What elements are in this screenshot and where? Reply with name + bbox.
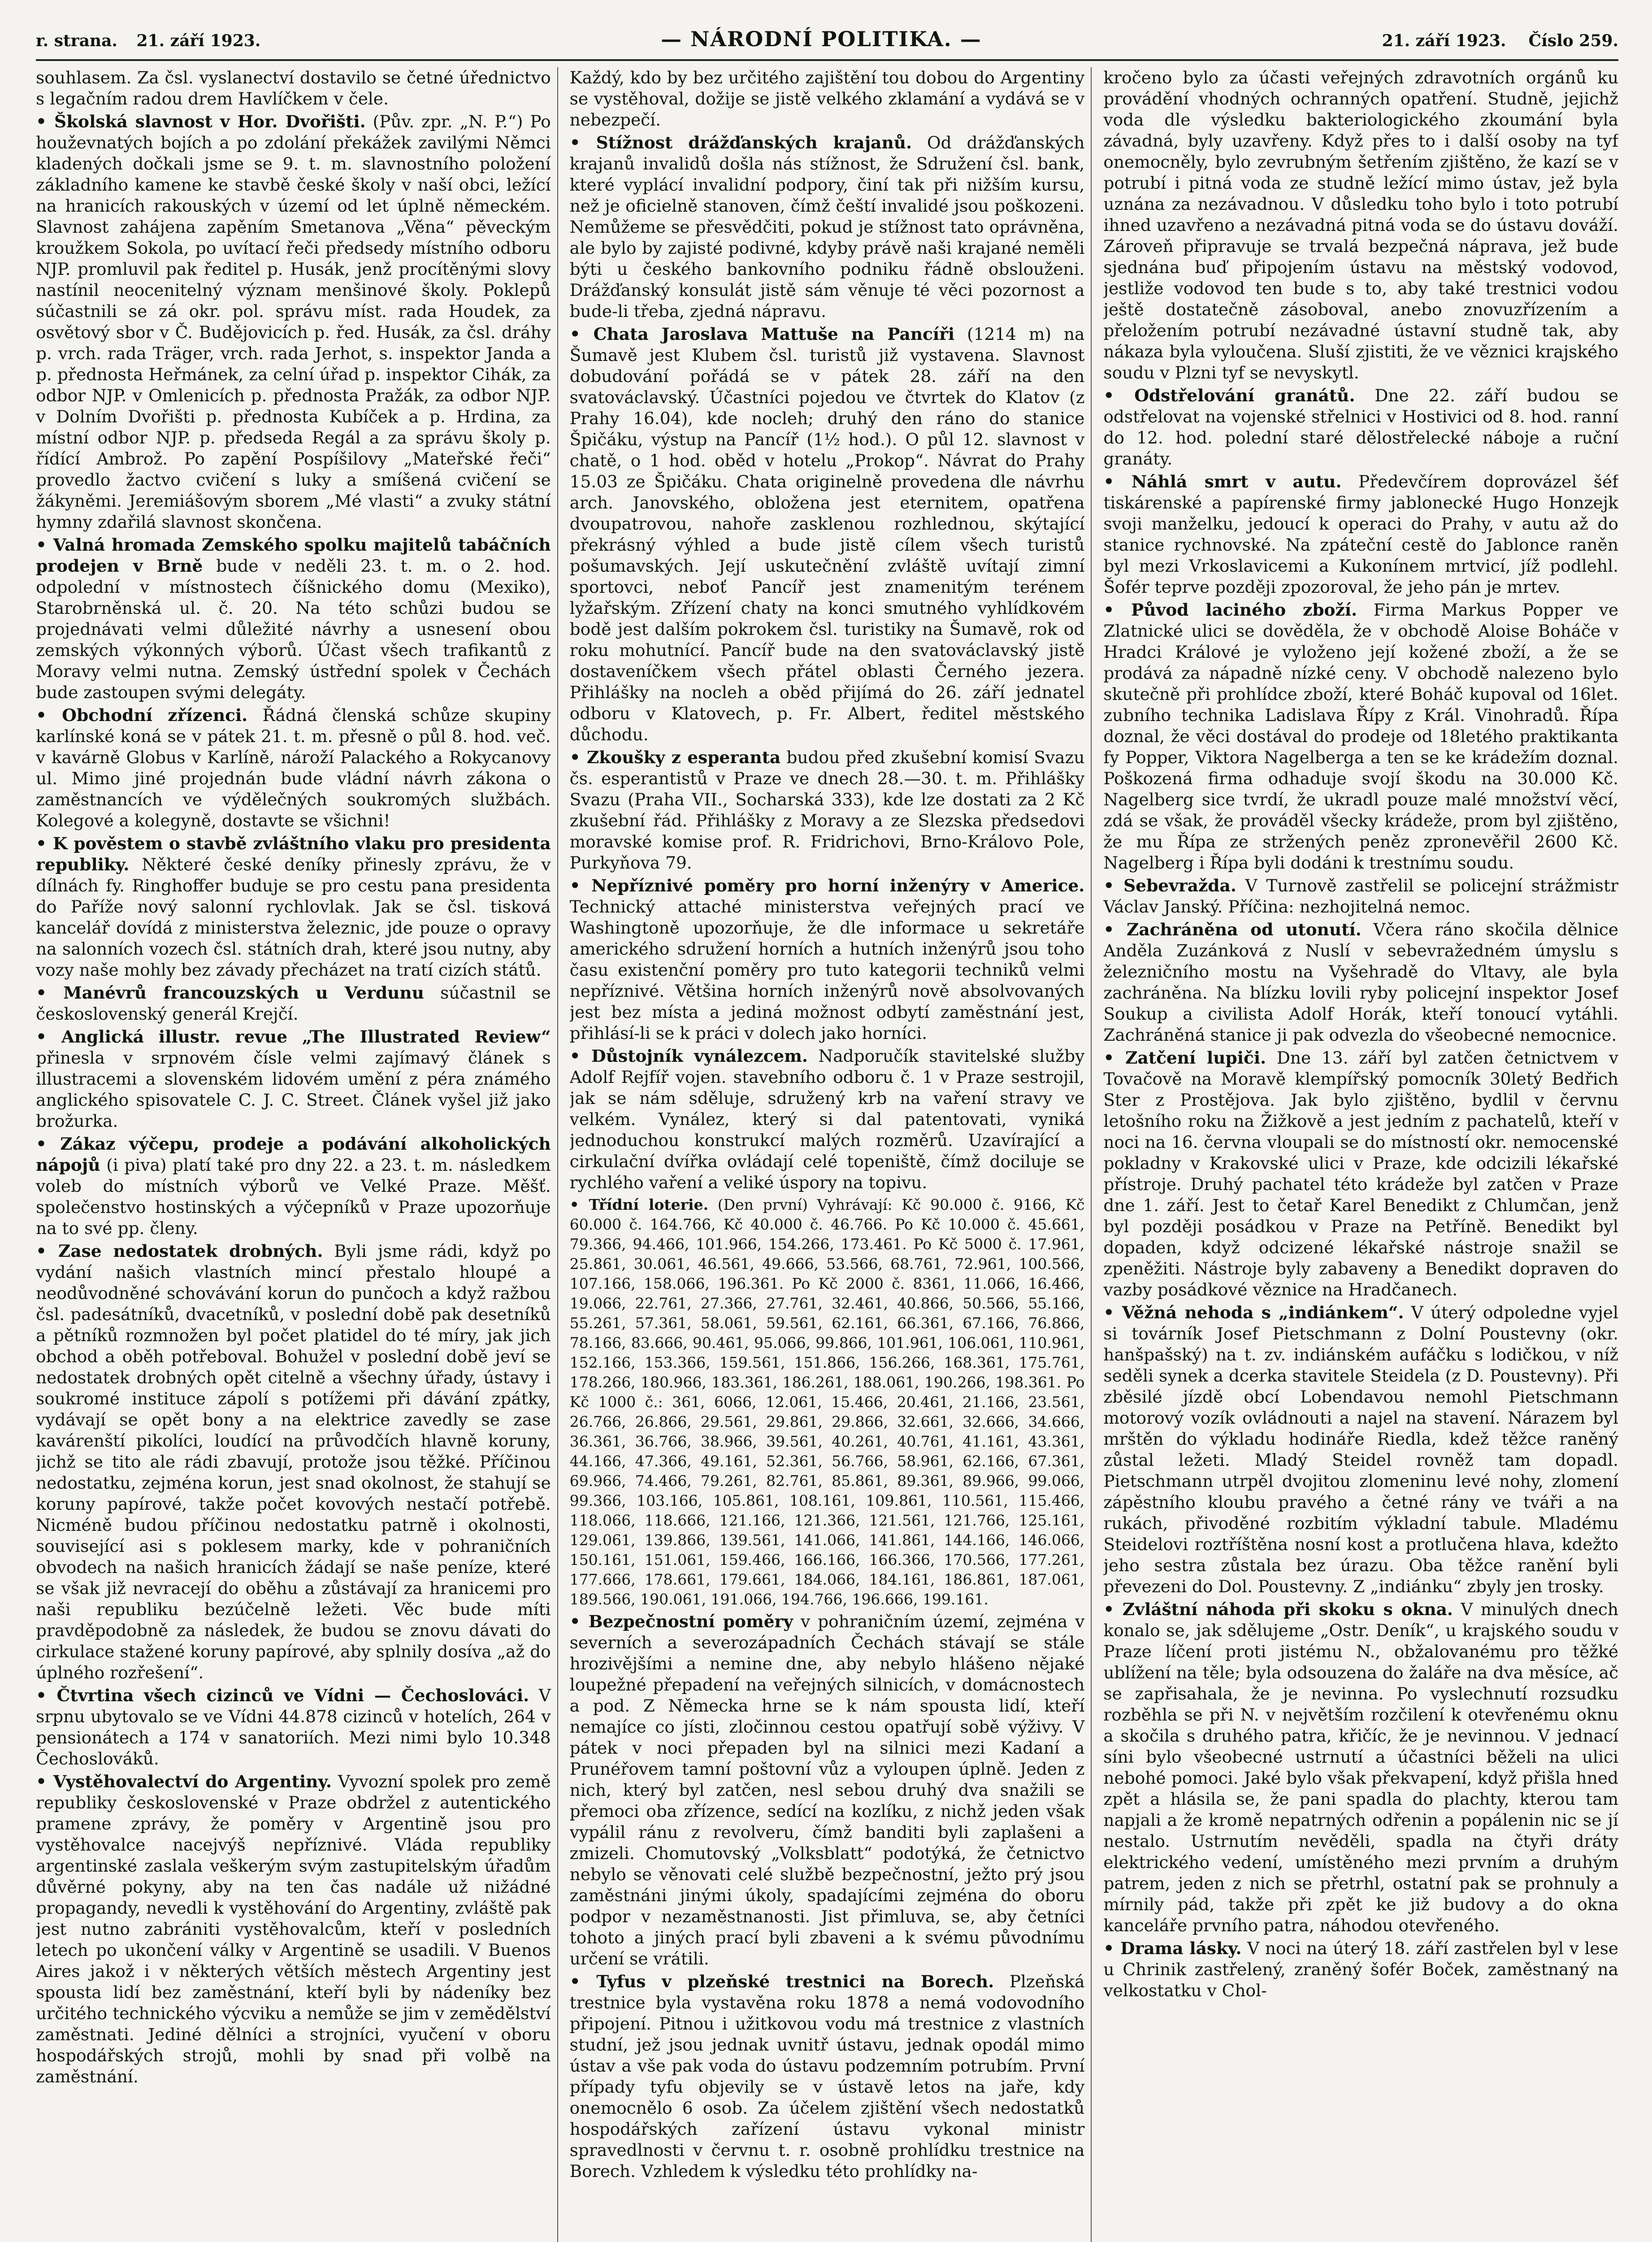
article bbox=[1103, 67, 1618, 383]
header-date-left: 21. září 1923. bbox=[136, 31, 261, 50]
article bbox=[36, 833, 551, 981]
article-headline: • Náhlá smrt v autu. bbox=[1103, 472, 1342, 491]
article bbox=[570, 324, 1085, 745]
article-body: (i piva) platí také pro dny 22. a 23. t. m. následkem voleb do místních výborů ve Velké Praze. Měšť. společenstvo hostinských a výčepníků v Praze upozorňuje na to své pp. členy. bbox=[36, 1155, 551, 1238]
article-body: bude v neděli 23. t. m. o 2. hod. odpolední v místnostech číšnického domu (Mexiko), Starobrněnská ul. č. 20. Na této schůzi budou se projednávati velmi důležité návrhy a usnesení obou zemských výkonných výborů. Účast všech trafikantů z Moravy velmi nutna. Zemský ústřední spolek v Čechách bude zastoupen svými delegáty. bbox=[36, 556, 551, 702]
article-headline: • Důstojník vynálezcem. bbox=[569, 1046, 808, 1066]
article bbox=[1103, 1047, 1618, 1300]
article-body: Dne 22. září budou se odstřelovat na vojenské střelnici v Hostivici od 8. hod. ranní do 12. hod. polední staré dělostřelecké náboje a ruční granáty. bbox=[1103, 386, 1619, 469]
article bbox=[570, 1195, 1085, 1609]
article bbox=[570, 875, 1085, 1044]
article-headline: • Zatčení lupiči. bbox=[1103, 1048, 1266, 1068]
article-headline: • Nepříznivé poměry pro horní inženýry v Americe. bbox=[569, 876, 1085, 895]
article-headline: • Věžná nehoda s „indiánkem“. bbox=[1103, 1303, 1404, 1322]
article-body: Včera ráno skočila dělnice Anděla Zuzánková z Nuslí v sebevražedném úmyslu s železničního mostu na Vyšehradě do Vltavy, ale byla zachráněna. Na blízku lovili ryby policejní inspektor Josef Soukup a civilista Adolf Horák, kteří tonoucí vytáhli. Zachráněná stanice ji pak odvezla do všeobecné nemocnice. bbox=[1103, 920, 1619, 1045]
article-headline: • Anglická illustr. revue „The Illustrated Review“ bbox=[36, 1027, 551, 1047]
article-body: (Pův. zpr. „N. P.“) Po houževnatých bojích a po zdolání překážek zavilými Němci kladených dočkali jsme se 9. t. m. slavnostního položení základního kamene ke stavbě české školy v naší obci, ležící na hranicích rakouských v území od let úplně německém. Slavnost zahájena zapěním Smetanova „Věna“ pěveckým kroužkem Sokola, po uvítací řeči předsedy místního odboru NJP. promluvil pak ředitel p. Husák, jenž procítěnými slovy nastínil neocenitelný význam menšinové školy. Poklepů súčastnili se zá okr. pol. správu míst. rada Houdek, za osvětový sbor v Č. Budějovicích p. řed. Husák, za čsl. dráhy p. vrch. rada Träger, vrch. rada Jerhot, s. inspektor Janda a p. přednosta Heřmánek, za celní úřad p. inspektor Cihák, za odbor NJP. v Omlenicích p. přednosta Pražák, za odbor NJP. v Dolním Dvořišti p. přednosta Kubíček a p. Hrdina, za místní odbor NJP. p. předseda Regál a za správu školy p. řídící Ambrož. Po zapění Pospíšilovy „Mateřské řeči“ provedlo žactvo cvičení s luky a smíšená cvičení se žákyněmi. Jeremiášovým sborem „Mé vlasti“ a zvuky státní hymny zdařilá slavnost skončena. bbox=[36, 112, 551, 532]
article-body: V srpnu ubytovalo se ve Vídni 44.878 cizinců v hotelích, 264 v pensionátech a 174 v sanatoriích. Mezi nimi bylo 10.348 Čechoslováků. bbox=[36, 1686, 551, 1768]
article bbox=[570, 1611, 1085, 1969]
article bbox=[36, 1026, 551, 1132]
header-left bbox=[36, 31, 260, 50]
article-headline: • Třídní loterie. bbox=[569, 1196, 709, 1213]
article-body: (Den první) Vyhrávají: Kč 90.000 č. 9166, Kč 60.000 č. 164.766, Kč 40.000 č. 46.766. Po Kč 10.000 č. 45.661, 79.366, 94.466, 101.966, 154.266, 173.461. Po Kč 5000 č. 17.961, 25.861, 30.061, 46.561, 49.666, 53.566, 68.761, 72.961, 100.566, 107.166, 158.066, 196.361. Po Kč 2000 č. 8361, 11.066, 16.466, 19.066, 22.761, 27.366, 27.761, 32.461, 40.866, 50.566, 55.166, 55.261, 57.361, 58.061, 59.561, 62.161, 66.361, 67.166, 76.866, 78.166, 83.666, 90.461, 95.066, 99.866, 101.961, 106.061, 110.961, 152.166, 153.366, 159.561, 151.866, 156.266, 168.361, 175.761, 178.266, 180.966, 183.361, 186.261, 188.061, 190.266, 198.361. Po Kč 1000 č.: 361, 6066, 12.061, 15.466, 20.461, 21.166, 23.561, 26.766, 26.866, 29.561, 29.861, 29.866, 32.661, 32.666, 34.666, 36.361, 36.766, 38.966, 39.561, 40.261, 40.761, 41.161, 43.361, 44.166, 47.366, 49.161, 52.361, 56.766, 58.961, 62.166, 67.361, 69.966, 74.466, 79.261, 82.761, 85.861, 89.361, 89.966, 99.066, 99.366, 103.166, 105.861, 108.161, 109.861, 110.561, 115.466, 118.066, 118.666, 121.166, 121.366, 121.561, 121.766, 125.161, 129.061, 139.866, 139.561, 141.066, 141.861, 144.166, 146.066, 150.161, 151.061, 159.466, 166.166, 166.366, 170.566, 177.261, 177.666, 178.661, 179.661, 184.066, 184.161, 186.861, 187.061, 189.566, 190.061, 191.066, 194.766, 196.666, 199.161. bbox=[569, 1196, 1085, 1608]
article-headline: • Stížnost drážďanských krajanů. bbox=[569, 133, 912, 152]
article-body: Firma Markus Popper ve Zlatnické ulici se dověděla, že v obchodě Aloise Boháče v Hradci Králové je vyloženo její kožené zboží, a že se prodává za nápadně nízké ceny. V obchodě nalezeno bylo skutečně při prohlídce zboží, které Boháč kupoval od 16let. zubního technika Ladislava Řípy z Král. Vinohradů. Řípa doznal, že věci dostával do prodeje od 18letého praktikanta fy Popper, Viktora Nagelberga a ten se ke krádežím doznal. Poškozená firma odhaduje svojí škodu na 30.000 Kč. Nagelberg sice tvrdí, že ukradl pouze malé množství věcí, zdá se však, že prováděl všecky krádeže, prom byl zjištěno, že mu Řípa ze stržených peněz zpronevěřil 2600 Kč. Nagelberg i Řípa byli dodáni k trestnímu soudu. bbox=[1103, 600, 1619, 873]
column-2 bbox=[570, 67, 1092, 2242]
article-headline: • Zákaz výčepu, prodeje a podávání alkoholických nápojů bbox=[36, 1134, 551, 1175]
article-body: přinesla v srpnovém čísle velmi zajímavý článek s illustracemi a slovenském lidovém umění z péra známého anglického spisovatele C. J. C. Street. Článek vyšel již jako brožurka. bbox=[36, 1048, 551, 1131]
article bbox=[1103, 385, 1618, 469]
article bbox=[36, 1685, 551, 1769]
article bbox=[1103, 1599, 1618, 1936]
article-headline: • Zkoušky z esperanta bbox=[569, 747, 781, 767]
article-headline: • Chata Jaroslava Mattuše na Pancíři bbox=[569, 324, 955, 344]
article-body: Předevčírem doprovázel šéf tiskárenské a papírenské firmy jablonecké Hugo Honzejk svoji manželku, jedoucí k operaci do Prahy, v autu až do stanice rychnovské. Na zpáteční cestě do Jablonce raněn byl mezi Vrkoslavicemi a Kukonínem mrtvicí, jíž podlehl. Šofér teprve později zpozoroval, že jeho pán je mrtev. bbox=[1103, 472, 1619, 597]
article-body: Byli jsme rádi, když po vydání našich vlastních mincí přestalo hloupé a neodůvodněné schovávání korun do punčoch a když ražbou čsl. padesátníků, dvacetníků, v poslední době pak desetníků a pětníků rozmnožen byl počet platidel do té míry, jak jich obchod a oběh potřeboval. Bohužel v poslední době jeví se nedostatek drobných opět citelně a všechny úřady, ústavy i soukromé instituce zápolí s potížemi při dávání zpátky, vydávají se opět bony a na elektrice zavedly se zase kavárenští pikolíci, loudící na průvodčích hlavně koruny, jichž se tito ale rádi zbavují, protože jsou těžké. Příčinou nedostatku, zejména korun, jest snad okolnost, že stahují se koruny papírové, takže počet kovových nestačí potřebě. Nicméně budou příčinou nedostatku patrně i okolnosti, související asi s poklesem marky, kde v pohraničních obvodech na našich hranicích žádají se naše peníze, které se však již nevracejí do oběhu a zůstávají za hranicemi pro naši republiku bezúčelně ležeti. Věc bude míti pravděpodobně za následek, že budou se znovu dávati do cirkulace stažené koruny papírové, aby splnily dosíva „až do úplného rozřešení“. bbox=[36, 1241, 551, 1682]
article-headline: • Valná hromada Zemského spolku majitelů tabáčních prodejen v Brně bbox=[36, 535, 551, 576]
article-headline: • Bezpečnostní poměry bbox=[569, 1612, 793, 1631]
article-body: V Turnově zastřelil se policejní strážmistr Václav Janský. Příčina: nezhojitelná nemoc. bbox=[1103, 876, 1619, 917]
article bbox=[1103, 1302, 1618, 1597]
article-body: Vyvozní spolek pro země republiky československé v Praze obdržel z autentického pramene zprávy, že poměry v Argentině jsou pro vystěhovalce nacejvýš nepříznivé. Vláda republiky argentinské zaslala veškerým svým zastupitelským úřadům důvěrné pokyny, aby na ten čas nadále už nižádné propagandy, nevedli k vystěhování do Argentiny, zvláště pak jest nutno zabrániti vystěhovalcům, kteří v posledních letech po ukončení války v Argentině se usadili. V Buenos Aires jakož i v některých větších městech Argentiny jest spousta lidí bez zaměstnání, kteří byli by nádeníky bez určitého technického výcviku a nemůže se jim v zemědělství zaměstnati. Jediné dělníci a strojníci, vyučení v oboru hospodářských strojů, mohli by snad při volbě na zaměstnání. bbox=[36, 1772, 551, 2086]
columns bbox=[36, 67, 1618, 2242]
article bbox=[1103, 1938, 1618, 2001]
article bbox=[570, 1046, 1085, 1193]
article-body: Řádná členská schůze skupiny karlínské koná se v pátek 21. t. m. přesně o půl 8. hod. več. v kavárně Globus v Karlíně, nároží Palackého a Rokycanovy ul. Mimo jiné projednán bude vládní návrh zákona o zaměstnancích ve výdělečných soukromých službách. Kolegové a kolegyně, dostavte se všichni! bbox=[36, 705, 551, 830]
article-headline: • Vystěhovalectví do Argentiny. bbox=[36, 1772, 332, 1791]
article-body: Každý, kdo by bez určitého zajištění tou dobou do Argentiny se vystěhoval, dožije se jistě velkého zklamání a vydává se v nebezpečí. bbox=[569, 68, 1085, 130]
header-date-right: 21. září 1923. bbox=[1382, 31, 1506, 50]
article-body: V úterý odpoledne vyjel si továrník Josef Pietschmann z Dolní Poustevny (okr. hanšpašský) na t. zv. indiánském aufáčku s lodičkou, v níž seděli synek a dcerka stavitele Steidela (z D. Poustevny). Při zběsilé jízdě obcí Lobendavou nemohl Pietschmann motorový vozík ovládnouti a najel na stavení. Nárazem byl mrštěn do výkladu hodináře Riedla, kdež těžce raněný zůstal ležeti. Mladý Steidel rovněž tam dopadl. Pietschmann utrpěl dvojitou zlomeninu levé nohy, zlomení zápěstního kloubu pravého a četné rány ve tváři a na rukách, přivoděné rozbitím výkladní tabule. Mladému Steidelovi roztříštěna nosní kost a protlučena hlava, kdežto jeho sestra zůstala bez úrazu. Oba těžce ranění byli převezeni do Dol. Poustevny. Z „indiánku“ zbyly jen trosky. bbox=[1103, 1303, 1619, 1596]
header-right bbox=[1382, 31, 1618, 50]
article bbox=[36, 705, 551, 831]
article-body: (1214 m) na Šumavě jest Klubem čsl. turistů již vystavena. Slavnost dobudování pořádá se v pátek 28. září na den svatováclavský. Účastníci pojedou ve čtvrtek do Klatov (z Prahy 16.04), kde nocleh; druhý den ráno do stanice Špičáku, výstup na Pancíř (1½ hod.). O půl 12. slavnost v chatě, o 1 hod. oběd v hotelu „Prokop“. Návrat do Prahy 15.03 ze Špičáku. Chata originelně provedena dle návrhu arch. Janovského, obložena jest eternitem, opatřena dvoupatrovou, nahoře zasklenou rozhlednou, skýtající překrásný výhled a bude jistě cílem všech turistů pošumavských. Její uskutečnění zvláště uvítají zimní sportovci, neboť Pancíř jest znamenitým terénem lyžařským. Zřízení chaty na konci smutného vyhlídkovém bodě jest dalším pokrokem čsl. turistiky na Šumavě, rok od roku mohutnící. Pancíř bude na den svatováclavský jistě dostaveníčkem všech přátel oblasti Černého jezera. Přihlášky na nocleh a oběd přijímá do 26. září jednatel odboru v Klatovech, p. Fr. Albert, ředitel městského důchodu. bbox=[569, 324, 1085, 744]
article-body: V noci na úterý 18. září zastřelen byl v lese u Chrinik zastřelený, zraněný šofér Boček, zaměstnaný na velkostatku v Chol- bbox=[1103, 1938, 1619, 2000]
article-headline: • Odstřelování granátů. bbox=[1103, 386, 1355, 405]
article bbox=[36, 111, 551, 533]
article-body: budou před zkušební komisí Svazu čs. esperantistů v Praze ve dnech 28.—30. t. m. Přihlášky Svazu (Praha VII., Socharská 333), kde lze dostati za 2 Kč zkušební řád. Přihlášky z Moravy a ze Slezska předsedovi moravské komise prof. R. Fridrichovi, Brno-Královo Pole, Purkyňova 79. bbox=[569, 747, 1085, 873]
article-headline: • K pověstem o stavbě zvláštního vlaku pro presidenta republiky. bbox=[36, 834, 551, 874]
article-body: Technický attaché ministerstva veřejných prací ve Washingtoně upozorňuje, že dle informace u sekretáře amerického sdružení horních a hutních inženýrů jsou toho času existenční poměry pro tuto kategorii techniků velmi nepříznivé. Většina horních inženýrů nově absolvovaných jest bez místa a jediná možnost odbytí zaměstnání jest, přihlásí-li se k práci v dolech jako horníci. bbox=[569, 897, 1085, 1043]
page-number: r. strana. bbox=[36, 31, 117, 50]
article-headline: • Zvláštní náhoda při skoku s okna. bbox=[1103, 1599, 1453, 1619]
column-3 bbox=[1103, 67, 1618, 2242]
article-body: Nadporučík stavitelské služby Adolf Rejfíř vojen. stavebního odboru č. 1 v Praze sestrojil, jak se nám sděluje, sdružený krb na vaření stravy ve velkém. Vynález, který si dal patentovati, vyniká jednoduchou konstrukcí malých rozměrů. Uzavírající a cirkulační dvířka ovládají celé topeniště, čímž dociluje se rychlého vaření a veliké úspory na topivu. bbox=[569, 1046, 1085, 1192]
article-headline: • Manévrů francouzských u Verdunu bbox=[36, 983, 424, 1003]
article bbox=[36, 534, 551, 703]
article-headline: • Původ laciného zboží. bbox=[1103, 600, 1357, 620]
article-body: kročeno bylo za účasti veřejných zdravotních orgánů ku provádění vhodných ochranných opatření. Studně, jejichž voda dle výsledku bakteriologického zkoumání byla závadná, byly uzavřeny. Když přes to i další osoby na tyf onemocněly, bylo zevrubným šetřením zjištěno, že kazí se v potrubí i pitná voda ze studně ležící mimo ústav, jež byla uznána za nezávadnou. V důsledku toho bylo i toto potrubí ihned uzavřeno a nezávadná pitná voda se do ústavu dováží. Zároveň připravuje se trvalá bezpečná náprava, jež bude sjednána buď připojením ústavu na městský vodovod, jestliže vodovod ten bude s to, aby také trestnici vodou ještě dostatečně zásoboval, anebo znovuzřízením a přeložením potrubí nezávadné ústavní studně tak, aby nákaza byla vyloučena. Sluší zjistiti, že ve věznici krajského soudu v Plzni tyf se nevyskytl. bbox=[1103, 68, 1619, 382]
article bbox=[36, 1134, 551, 1239]
article-body: souhlasem. Za čsl. vyslanectví dostavilo se četné úřednictvo s legačním radou drem Havlíčkem v čele. bbox=[36, 68, 551, 109]
column-1 bbox=[36, 67, 558, 2242]
article bbox=[36, 1771, 551, 2087]
article bbox=[570, 132, 1085, 322]
article-body: Plzeňská trestnice byla vystavěna roku 1878 a nemá vodovodního připojení. Pitnou i užitkovou vodu má trestnice z vlastních studní, jež jsou jednak uvnitř ústavu, jednak opodál mimo ústav a vše pak voda do ústavu podzemním potrubím. První případy tyfu objevily se v ústavě letos na jaře, kdy onemocnělo 6 osob. Za účelem zjištění všech nedostatků hospodářských zařízení ústavu vykonal ministr spravedlnosti v červnu t. r. osobně prohlídku trestnice na Borech. Vzhledem k výsledku této prohlídky na- bbox=[569, 1972, 1085, 2181]
article bbox=[1103, 919, 1618, 1046]
article bbox=[1103, 875, 1618, 917]
article bbox=[570, 747, 1085, 873]
article-body: Některé české deníky přinesly zprávu, že v dílnách fy. Ringhoffer buduje se pro cestu pana presidenta do Paříže nový salonní rychlovlak. Jak se čsl. tisková kancelář dovídá z ministerstva železnic, jde pouze o opravy na salonních vozech čsl. státních drah, které jsou nutny, aby vozy naše mohly bez závady přecházet na tratí cizích států. bbox=[36, 855, 551, 980]
newspaper-title: — NÁRODNÍ POLITIKA. — bbox=[661, 27, 982, 51]
article bbox=[1103, 471, 1618, 598]
article-headline: • Školská slavnost v Hor. Dvořišti. bbox=[36, 112, 366, 131]
article bbox=[570, 1971, 1085, 2182]
article bbox=[36, 1241, 551, 1683]
article bbox=[36, 67, 551, 109]
page-header bbox=[36, 27, 1618, 58]
article bbox=[36, 982, 551, 1025]
article-body: súčastnil se československý generál Krejčí. bbox=[36, 983, 551, 1024]
header-rule bbox=[36, 59, 1618, 61]
article-body: Od drážďanských krajanů invalidů došla nás stížnost, že Sdružení čsl. bank, které vyplácí invalidní podpory, činí tak při nižším kursu, než je oficielně stanoven, čímž čeští invalidé jsou poškozeni. Nemůžeme se přesvědčiti, pokud je stížnost tato oprávněna, ale bylo by zajisté podivné, kdyby právě naši krajané neměli býti u českého bankovního podniku řádně obslouženi. Drážďanský konsulát jistě sám věnuje té věci pozornost a bude-li třeba, zjedná nápravu. bbox=[569, 133, 1085, 321]
article bbox=[1103, 600, 1618, 873]
article bbox=[570, 67, 1085, 130]
article-headline: • Drama lásky. bbox=[1103, 1938, 1242, 1958]
article-headline: • Sebevražda. bbox=[1103, 876, 1236, 895]
article-headline: • Obchodní zřízenci. bbox=[36, 705, 248, 725]
article-body: V minulých dnech konalo se, jak sdělujeme „Ostr. Deník“, u krajského soudu v Praze líčení proti jistému N., obžalovanému pro těžké ublížení na těle; byla odsouzena do žaláře na dva měsíce, ač se zapřisahala, že je nevinna. Po vyslechnutí rozsudku rozběhla se při N. v největším rozčilení k otevřenému oknu a skočila s druhého patra, křičíc, že je nevinnou. V jednací síni bylo všeobecné ustrnutí a účastníci běželi na ulici nebohé pomoci. Jaké bylo však překvapení, když přišla hned zpět a hlásila se, že pani spadla do plachty, kterou tam napjali a že kromě nepatrných odřenin a popálenin nic se jí nestalo. Ustrnutím nevěděli, spadla na čtyři dráty elektrického vedení, umístěného mezi prvním a druhým patrem, jeden z nich se přetrhl, ostatní pak se prohnuly a mírnily pád, takže při zpět ke již budovy a do okna kanceláře prvního patra, náhodou otevřeného. bbox=[1103, 1599, 1619, 1935]
article-headline: • Tyfus v plzeňské trestnici na Borech. bbox=[569, 1972, 994, 1991]
article-body: v pohraničním území, zejména v severních a severozápadních Čechách stávají se stále hrozivějšími a nemine dne, aby nebylo hlášeno nějaké loupežné přepadení na veřejných silnicích, v domácnostech a pod. Z Německa hrne se k nám spousta lidí, kteří nemajíce co jísti, zločinnou cestou opatřují sobě výživy. V pátek v noci přepaden byl na silnici mezi Kadaní a Prunéřovem tamní poštovní vůz a vyloupen úplně. Jeden z nich, který byl zatčen, nesl sebou druhý dva snažili se přemoci oba zřízence, sedící na kozlíku, z nichž jeden však vypálil ránu z revolveru, čímž banditi byli zaplašeni a zmizeli. Chomutovský „Volksblatt“ podotýká, že četnictvo nebylo se věnovati celé službě bezpečnostní, ježto prý jsou zaměstnáni jinými úkoly, spadajícími zejména do oboru podpor v nezaměstnanosti. Jist přimluva, se, aby četníci tohoto a jiných prací byli zbaveni a k svému původnímu určení se vrátili. bbox=[569, 1612, 1085, 1968]
article-headline: • Zase nedostatek drobných. bbox=[36, 1241, 323, 1261]
article-headline: • Zachráněna od utonutí. bbox=[1103, 920, 1361, 939]
issue-number: Číslo 259. bbox=[1528, 31, 1618, 50]
article-headline: • Čtvrtina všech cizinců ve Vídni — Čechoslováci. bbox=[36, 1686, 529, 1705]
article-body: Dne 13. září byl zatčen četnictvem v Tovačově na Moravě klempířský pomocník 30letý Bedřich Ster z Prostějova. Jak bylo zjištěno, bydlil v červnu letošního roku na Žižkově a jest jedním z pachatelů, kteří v noci na 16. června vloupali se do místností okr. nemocenské pokladny v Krakovské ulici v Praze, kde odcizili lékařské přístroje. Druhý pachatel této krádeže byl zatčen v Praze dne 1. září. Jest to četař Karel Benedikt z Chlumčan, jenž byl později posádkou v Praze na Petříně. Benedikt byl dopaden, když odcizené lékařské nástroje snažil se zpeněžiti. Nástroje byly zabaveny a Benedikt dopraven do vazby posádkové věznice na Hradčanech. bbox=[1103, 1048, 1619, 1299]
